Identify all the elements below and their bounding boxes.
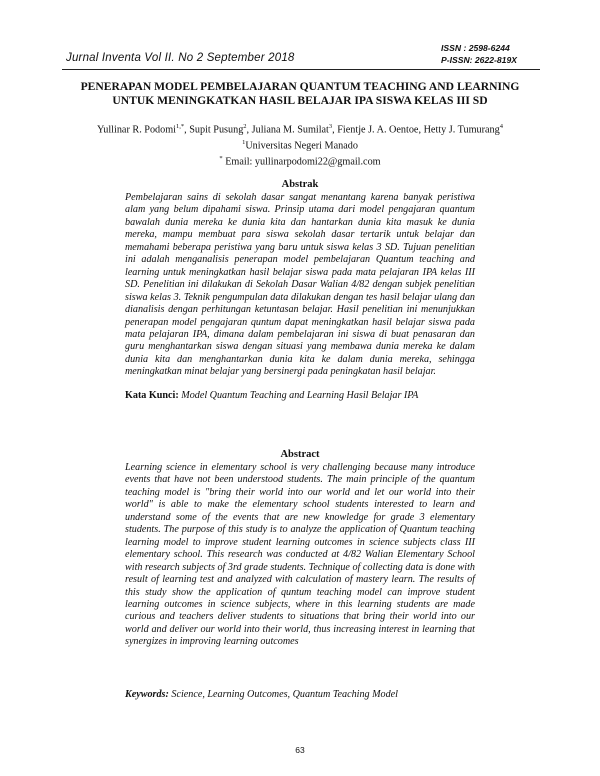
author-sup: 1,* [176,123,185,130]
keywords-text: Science, Learning Outcomes, Quantum Teaching Model [168,689,398,700]
affiliation-sup: 1 [242,138,246,146]
p-issn: P-ISSN: 2622-819X [441,55,517,65]
author-sup: 3 [328,123,333,130]
kata-kunci [125,390,485,401]
author-name: Hetty J. Tumurang [423,124,500,136]
keywords-label: Keywords: [125,689,169,700]
authors-block [60,121,540,169]
author-name: Fientje J. A. Oentoe [337,124,419,136]
keywords [125,689,485,700]
kata-kunci-text: Model Quantum Teaching and Learning Hasil Belajar IPA [178,390,419,401]
abstract-body: Learning science in elementary school is very challenging because many introduce events that have not been understood students. The main principle of the quantum teaching model is "bring their world into our world and let our world into their world" is able to make the elementary school students interested to learn and understand some of the events that are new knowledge for grade 3 elementary students. The purpose of this study is to analyze the application of Quantum teaching learning model to improve student learning outcomes in science subjects class III elementary school. This research was conducted at 4/82 Walian Elementary School with research subjects of 3rd grade students. Technique of collecting data is done with result of learning test and analyzed with calculation of mastery learn. The results of this study show the application of quntum teaching model can improve student learning outcomes in science subjects, where in this learning students are made curious and teachers deliver students to situations that bring their world into our world and deliver our world into their world, thus increasing interest in learning that synergizes in improving learning outcomes [125,462,475,648]
email-sup: * [219,154,223,162]
affiliation-text: Universitas Negeri Manado [245,140,358,152]
journal-header: Jurnal Inventa Vol II. No 2 September 2018 [66,52,295,64]
abstrak-heading: Abstrak [281,179,319,190]
page-number: 63 [295,745,305,755]
abstrak-body: Pembelajaran sains di sekolah dasar sangat menantang karena banyak peristiwa alam yang belum dipahami siswa. Prinsip utama dari model pengajaran quantum bawalah dunia mereka ke dunia kita dan hantarkan dunia kita masuk ke dunia mereka, mampu membuat para siswa sekolah dasar tertarik untuk belajar dan memahami beberapa peristiwa yang baru untuk siswa kelas 3 SD. Tujuan penelitian ini adalah menganalisis penerapan model pembelajaran Quantum teaching and learning untuk meningkatkan hasil belajar siswa pada mata pelajaran IPA kelas III SD. Penelitian ini dilakukan di Sekolah Dasar Walian 4/82 dengan subjek penelitian siswa kelas 3. Teknik pengumpulan data dilakukan dengan tes hasil belajar ulang dan dianalisis dengan perhitungan ketuntasan belajar. Hasil penelitian ini menunjukkan penerapan model pengajaran quntum dapat meningkatkan hasil belajar siswa pada mata pelajaran IPA, dimana dalam pembelajaran ini siswa di buat penasaran dan guru menghantarkan siswa dengan situasi yang membawa dunia mereka ke dalam dunia kita dan menghantarkan dunia kita ke dalam dunia mereka, sehingga meningkatkan minat belajar yang bersinergi pada peningkatan hasil belajar. [125,192,475,378]
author-sup: 4 [499,123,503,130]
abstract-heading: Abstract [280,449,320,460]
author-name: Juliana M. Sumilat [251,124,329,136]
author-name: Supit Pusung [189,124,244,136]
author-list: Yullinar R. Podomi$^{1,*}$, Supit Pusung$^2$, Juliana M. Sumilat$^3$, Fientje J. A. Oentoe, Hetty J. Tumurang$^4$ [97,123,503,136]
header-divider [62,69,540,70]
kata-kunci-label: Kata Kunci: [125,390,179,401]
paper-title: PENERAPAN MODEL PEMBELAJARAN QUANTUM TEACHING AND LEARNING UNTUK MENINGKATKAN HASIL BELAJAR IPA SISWA KELAS III SD [80,80,520,107]
issn-block [441,42,517,66]
email [60,153,540,169]
author-name: Yullinar R. Podomi [97,124,176,136]
issn: ISSN : 2598-6244 [441,43,510,53]
affiliation [60,137,540,153]
email-text: Email: yullinarpodomi22@gmail.com [225,156,381,168]
author-sup: 2 [243,123,247,130]
